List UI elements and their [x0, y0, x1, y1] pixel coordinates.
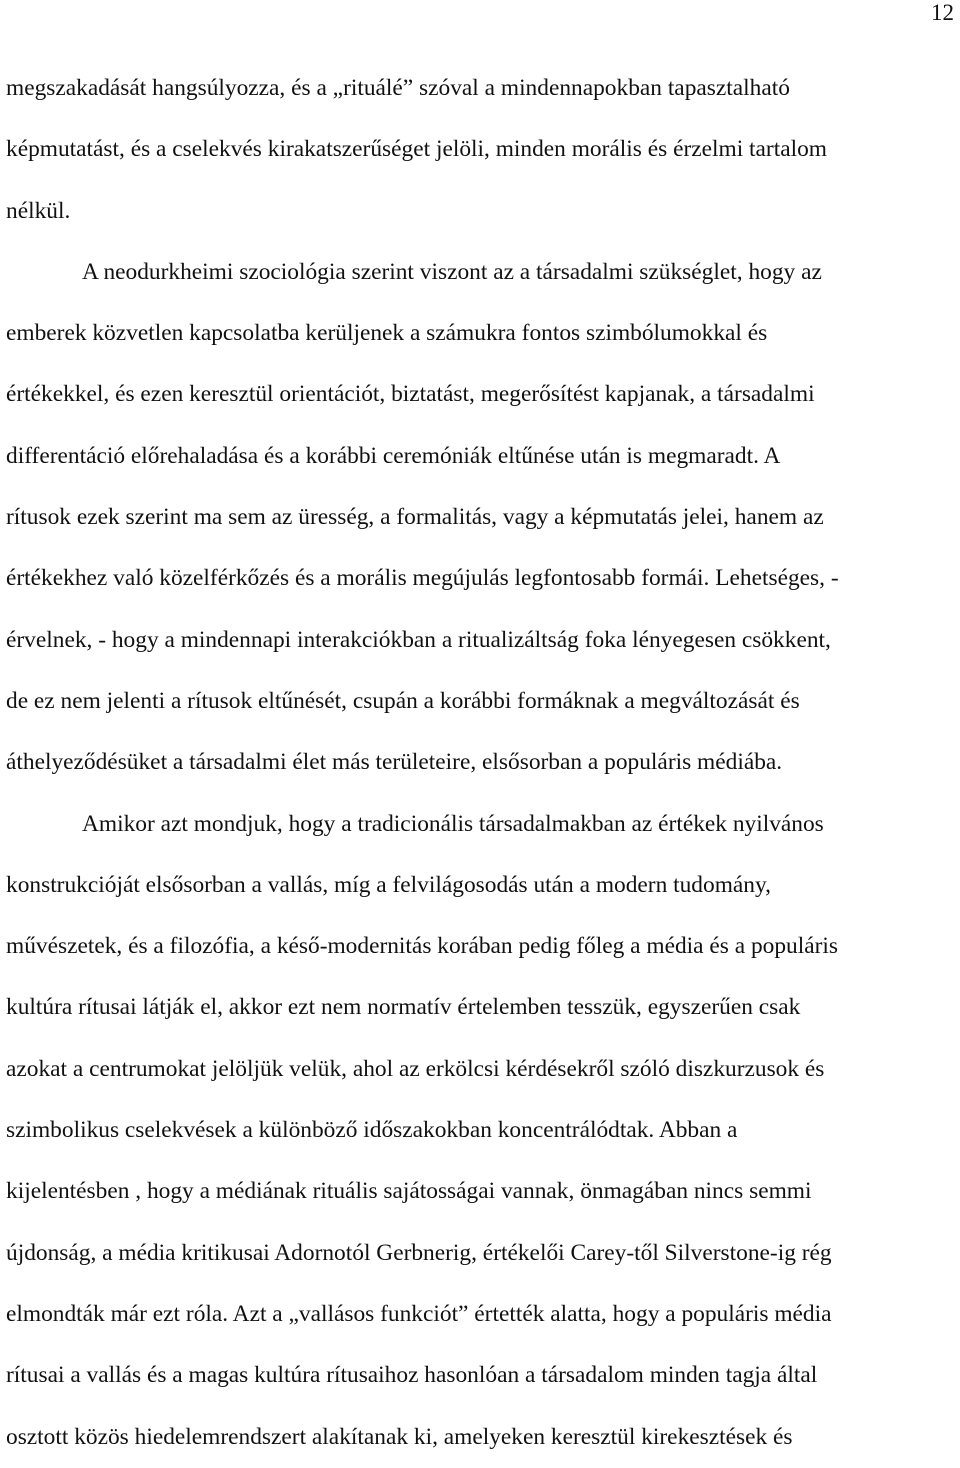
- text-line: érvelnek, - hogy a mindennapi interakciókban a ritualizáltság foka lényegesen csökkent,: [6, 626, 831, 653]
- text-line: megszakadását hangsúlyozza, és a „rituálé” szóval a mindennapokban tapasztalható: [6, 75, 790, 101]
- text-line: képmutatást, és a cselekvés kirakatszerűséget jelöli, minden morális és érzelmi tartalom: [6, 136, 827, 163]
- text-line: kultúra rítusai látják el, akkor ezt nem normatív értelemben tesszük, egyszerűen csak: [6, 994, 801, 1021]
- text-line: művészetek, és a filozófia, a késő-modernitás korában pedig főleg a média és a populáris: [6, 933, 839, 960]
- text-line: rítusai a vallás és a magas kultúra rítusaihoz hasonlóan a társadalom minden tagja által: [6, 1362, 818, 1389]
- text-line: differentáció előrehaladása és a korábbi ceremóniák eltűnése után is megmaradt. A: [6, 442, 781, 469]
- text-line: szimbolikus cselekvések a különböző időszakokban koncentrálódtak. Abban a: [6, 1117, 738, 1144]
- page-number: 12: [931, 0, 954, 25]
- text-line: újdonság, a média kritikusai Adornotól Gerbnerig, értékelői Carey-től Silverstone-ig rég: [6, 1239, 832, 1266]
- text-line: emberek közvetlen kapcsolatba kerüljenek a számukra fontos szimbólumokkal és: [6, 320, 768, 347]
- text-line: értékekkel, és ezen keresztül orientációt, biztatást, megerősítést kapjanak, a társadalmi: [6, 381, 815, 408]
- paragraph-start-line: A neodurkheimi szociológia szerint viszont az a társadalmi szükséglet, hogy az: [82, 258, 822, 285]
- text-line: rítusok ezek szerint ma sem az üresség, a formalitás, vagy a képmutatás jelei, hanem az: [6, 504, 824, 531]
- document-body: [6, 58, 956, 1468]
- text-line: értékekhez való közelférkőzés és a morális megújulás legfontosabb formái. Lehetséges, -: [6, 565, 839, 592]
- text-line: kijelentésben , hogy a médiának rituális sajátosságai vannak, önmagában nincs semmi: [6, 1178, 812, 1205]
- text-line: nélkül.: [6, 197, 71, 224]
- paragraph-start-line: Amikor azt mondjuk, hogy a tradicionális társadalmakban az értékek nyilvános: [82, 810, 824, 837]
- text-line: azokat a centrumokat jelöljük velük, ahol az erkölcsi kérdésekről szóló diszkurzusok és: [6, 1055, 825, 1082]
- text-line: de ez nem jelenti a rítusok eltűnését, csupán a korábbi formáknak a megváltozását és: [6, 687, 800, 714]
- text-line: osztott közös hiedelemrendszert alakítanak ki, amelyeken keresztül kirekesztések és: [6, 1423, 793, 1450]
- text-line: konstrukcióját elsősorban a vallás, míg a felvilágosodás után a modern tudomány,: [6, 871, 771, 898]
- text-line: elmondták már ezt róla. Azt a „vallásos funkciót” értették alatta, hogy a populáris média: [6, 1300, 832, 1327]
- text-line: áthelyeződésüket a társadalmi élet más területeire, elsősorban a populáris médiába.: [6, 749, 783, 776]
